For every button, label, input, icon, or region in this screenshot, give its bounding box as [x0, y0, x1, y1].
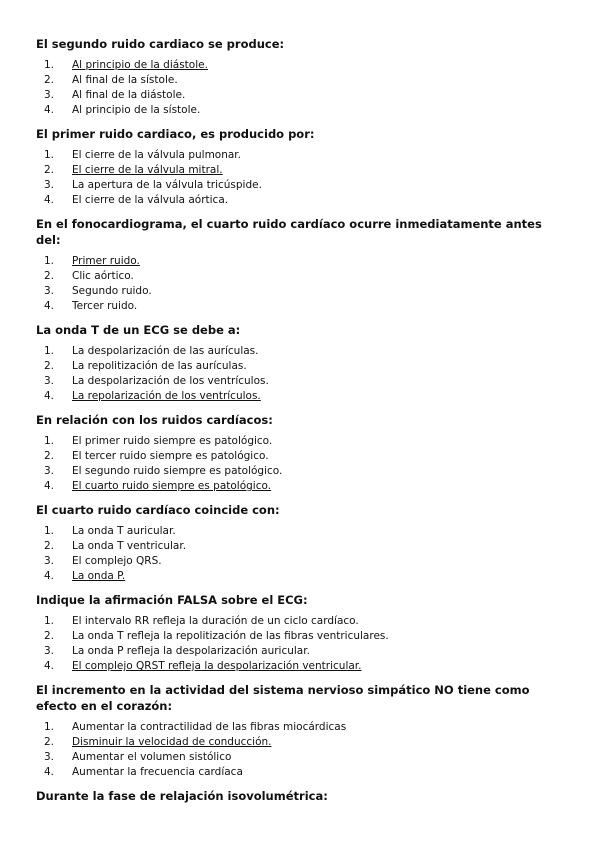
question-block: [36, 216, 566, 314]
option-number: 1.: [43, 149, 54, 161]
option-text: Tercer ruido.: [72, 300, 138, 312]
option-text: La repolitización de las aurículas.: [72, 360, 247, 372]
option-text: Disminuir la velocidad de conducción.: [72, 736, 272, 748]
option-text: El primer ruido siempre es patológico.: [72, 435, 273, 447]
option-item: [36, 193, 566, 208]
option-number: 4.: [43, 766, 54, 778]
option-list: [36, 254, 566, 314]
option-text: El complejo QRST refleja la despolarización ventricular.: [72, 660, 362, 672]
option-number: 2.: [43, 540, 54, 552]
option-item: [36, 344, 566, 359]
question-block: [36, 502, 566, 584]
question-block: [36, 682, 566, 780]
question-title: El primer ruido cardiaco, es producido por:: [36, 127, 315, 141]
option-item: [36, 73, 566, 88]
option-item: [36, 644, 566, 659]
option-number: 4.: [43, 194, 54, 206]
question-block: [36, 592, 566, 674]
option-number: 4.: [43, 390, 54, 402]
option-item: [36, 374, 566, 389]
answer-option: [36, 735, 566, 750]
question-title: En el fonocardiograma, el cuarto ruido cardíaco ocurre inmediatamente antes del:: [36, 217, 542, 247]
option-text: El cierre de la válvula pulmonar.: [72, 149, 241, 161]
question-title: El segundo ruido cardiaco se produce:: [36, 37, 285, 51]
option-text: La onda P.: [72, 570, 126, 582]
question-title: En relación con los ruidos cardíacos:: [36, 413, 273, 427]
option-number: 2.: [43, 270, 54, 282]
option-item: [36, 284, 566, 299]
option-number: 1.: [43, 435, 54, 447]
option-number: 3.: [43, 465, 54, 477]
option-item: [36, 524, 566, 539]
option-number: 4.: [43, 480, 54, 492]
option-text: El tercer ruido siempre es patológico.: [72, 450, 269, 462]
option-item: [36, 449, 566, 464]
option-number: 1.: [43, 615, 54, 627]
quiz-document: [36, 36, 566, 804]
option-text: La onda T refleja la repolitización de las fibras ventriculares.: [72, 630, 389, 642]
option-list: [36, 524, 566, 584]
question-title: Indique la afirmación FALSA sobre el ECG:: [36, 593, 308, 607]
option-number: 4.: [43, 104, 54, 116]
option-item: [36, 614, 566, 629]
option-text: Segundo ruido.: [72, 285, 152, 297]
question-title: La onda T de un ECG se debe a:: [36, 323, 241, 337]
option-number: 2.: [43, 74, 54, 86]
option-number: 3.: [43, 751, 54, 763]
option-text: La onda P refleja la despolarización auricular.: [72, 645, 310, 657]
option-list: [36, 58, 566, 118]
option-number: 2.: [43, 736, 54, 748]
option-item: [36, 299, 566, 314]
option-number: 4.: [43, 300, 54, 312]
question-title: El cuarto ruido cardíaco coincide con:: [36, 503, 280, 517]
option-text: Aumentar la frecuencia cardíaca: [72, 766, 243, 778]
option-text: Primer ruido.: [72, 255, 140, 267]
option-text: La despolarización de los ventrículos.: [72, 375, 269, 387]
option-number: 3.: [43, 89, 54, 101]
answer-option: [36, 659, 566, 674]
option-list: [36, 148, 566, 208]
option-text: El cierre de la válvula aórtica.: [72, 194, 229, 206]
answer-option: [36, 389, 566, 404]
option-item: [36, 178, 566, 193]
option-item: [36, 464, 566, 479]
option-item: [36, 88, 566, 103]
option-list: [36, 344, 566, 404]
option-number: 2.: [43, 450, 54, 462]
option-text: La repolarización de los ventrículos.: [72, 390, 261, 402]
option-item: [36, 750, 566, 765]
option-item: [36, 359, 566, 374]
option-number: 3.: [43, 645, 54, 657]
option-number: 4.: [43, 570, 54, 582]
question-block: [36, 412, 566, 494]
option-number: 2.: [43, 360, 54, 372]
option-item: [36, 539, 566, 554]
option-text: Clic aórtico.: [72, 270, 134, 282]
option-text: Al principio de la sístole.: [72, 104, 201, 116]
option-text: La onda T ventricular.: [72, 540, 187, 552]
answer-option: [36, 58, 566, 73]
answer-option: [36, 163, 566, 178]
option-text: El intervalo RR refleja la duración de un ciclo cardíaco.: [72, 615, 359, 627]
option-item: [36, 103, 566, 118]
option-text: Al final de la diástole.: [72, 89, 186, 101]
option-number: 1.: [43, 525, 54, 537]
option-number: 3.: [43, 179, 54, 191]
option-item: [36, 148, 566, 163]
option-text: La apertura de la válvula tricúspide.: [72, 179, 262, 191]
option-number: 3.: [43, 555, 54, 567]
answer-option: [36, 479, 566, 494]
question-block: [36, 788, 566, 804]
option-text: El segundo ruido siempre es patológico.: [72, 465, 283, 477]
question-block: [36, 322, 566, 404]
option-text: Al final de la sístole.: [72, 74, 178, 86]
option-number: 4.: [43, 660, 54, 672]
answer-option: [36, 569, 566, 584]
option-item: [36, 554, 566, 569]
option-number: 2.: [43, 630, 54, 642]
option-list: [36, 614, 566, 674]
option-text: El cuarto ruido siempre es patológico.: [72, 480, 272, 492]
option-text: La onda T auricular.: [72, 525, 176, 537]
option-list: [36, 434, 566, 494]
option-number: 1.: [43, 59, 54, 71]
option-item: [36, 434, 566, 449]
question-block: [36, 126, 566, 208]
option-item: [36, 765, 566, 780]
option-number: 3.: [43, 285, 54, 297]
option-number: 1.: [43, 721, 54, 733]
option-list: [36, 720, 566, 780]
option-text: El complejo QRS.: [72, 555, 162, 567]
option-text: El cierre de la válvula mitral.: [72, 164, 223, 176]
question-title: El incremento en la actividad del sistema nervioso simpático NO tiene como efecto en el corazón:: [36, 683, 530, 713]
option-text: Aumentar la contractilidad de las fibras miocárdicas: [72, 721, 347, 733]
option-number: 1.: [43, 255, 54, 267]
option-item: [36, 269, 566, 284]
answer-option: [36, 254, 566, 269]
option-number: 3.: [43, 375, 54, 387]
option-item: [36, 720, 566, 735]
option-number: 2.: [43, 164, 54, 176]
option-text: La despolarización de las aurículas.: [72, 345, 259, 357]
question-block: [36, 36, 566, 118]
option-text: Aumentar el volumen sistólico: [72, 751, 232, 763]
option-item: [36, 629, 566, 644]
question-title: Durante la fase de relajación isovolumétrica:: [36, 789, 328, 803]
option-text: Al principio de la diástole.: [72, 59, 208, 71]
option-number: 1.: [43, 345, 54, 357]
